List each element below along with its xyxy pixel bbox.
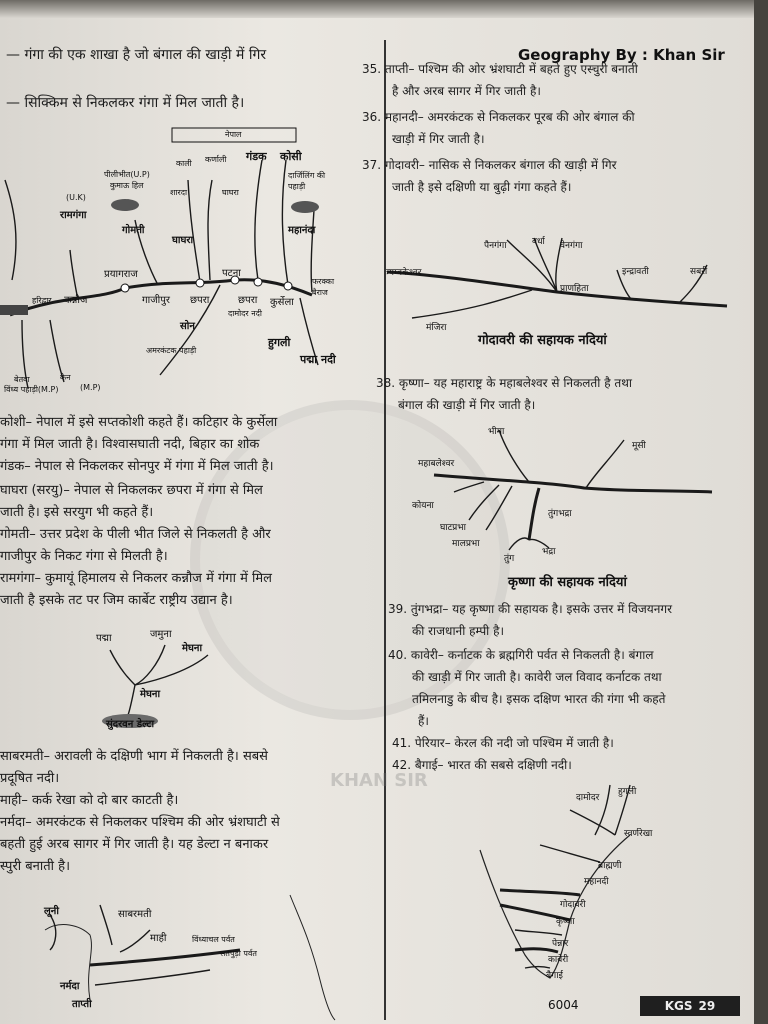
- india-label-0: दामोदर: [576, 793, 600, 803]
- map2-label-4: सुंदरवन डेल्टा: [106, 719, 155, 730]
- map3-label-4: सतपुड़ा पर्वत: [220, 949, 257, 958]
- kumaun-hill: [111, 199, 139, 211]
- right-line-39b: की राजधानी हम्पी है।: [412, 624, 504, 638]
- right-line-38a: 38. कृष्णा– यह महाराष्ट्र के महाबलेश्वर से निकलती है तथा: [376, 376, 632, 390]
- map2-label-0: पद्मा: [96, 633, 112, 644]
- godavari-label-5: इन्द्रावती: [622, 267, 649, 277]
- krishna-label-2: महाबलेश्वर: [418, 459, 455, 469]
- footer-page-number: 29: [698, 999, 716, 1013]
- left-line-4: गंगा में मिल जाती है। विश्वासघाती नदी, बिहार का शोक: [0, 437, 260, 452]
- left-line-2: — सिक्किम से निकलकर गंगा में मिल जाती है।: [6, 95, 245, 111]
- kursela-marker: [284, 282, 292, 290]
- koyna-river: [454, 482, 484, 492]
- right-line-35a: 35. ताप्ती– पश्चिम की ओर भ्रंशघाटी में बहते हुए एस्चुरी बनाती: [362, 62, 638, 76]
- left-line-9: गाजीपुर के निकट गंगा से मिलती है।: [0, 549, 168, 564]
- page-shadow-top: [0, 0, 768, 18]
- map1-label-16: पटना: [222, 268, 241, 279]
- left-line-8: गोमती– उत्तर प्रदेश के पीली भीत जिले से निकलती है और: [0, 527, 271, 542]
- map1-label-12: घाघरा: [172, 235, 194, 246]
- godavari-label-2: वेनगंगा: [560, 241, 583, 251]
- godavari-label-1: वर्धा: [532, 237, 545, 247]
- map1-label-25: सोन: [180, 321, 195, 332]
- india-label-7: पेन्नार: [552, 939, 569, 949]
- map3-label-5: नर्मदा: [60, 981, 80, 992]
- map1-label-32: (M.P): [80, 383, 101, 392]
- map1-label-3: काली: [176, 159, 192, 168]
- watermark-text: KHAN SIR: [330, 770, 428, 791]
- left-line-6: घाघरा (सरयु)– नेपाल से निकलकर छपरा में गंगा से मिल: [0, 483, 263, 498]
- right-line-36b: खाड़ी में गिर जाती है।: [392, 132, 485, 146]
- right-line-39a: 39. तुंगभद्रा– यह कृष्णा की सहायक है। इसके उत्तर में विजयनगर: [388, 602, 673, 616]
- map3-label-6: ताप्ती: [72, 999, 92, 1010]
- godavari-label-6: सबरी: [690, 267, 708, 277]
- luni-river: [50, 915, 56, 950]
- india-label-3: ब्राह्मणी: [598, 861, 622, 871]
- map2-label-3: मेघना: [140, 689, 161, 700]
- left-line-1: — गंगा की एक शाखा है जो बंगाल की खाड़ी में गिर: [6, 47, 267, 63]
- map1-label-14: महानंदा: [288, 225, 316, 236]
- map1-label-23: कुर्सेला: [270, 297, 294, 308]
- india-label-8: कावेरी: [548, 955, 569, 965]
- left-line-5: गंडक– नेपाल से निकलकर सोनपुर में गंगा में मिल जाती है।: [0, 459, 274, 474]
- map3-label-2: माही: [150, 933, 167, 944]
- malprabha-river: [486, 486, 512, 530]
- meghna-lower-river: [128, 685, 135, 715]
- left-line-16: बहती हुई अरब सागर में गिर जाती है। यह डेल्टा न बनाकर: [0, 837, 269, 852]
- right-line-35b: है और अरब सागर में गिर जाती है।: [392, 84, 541, 98]
- godavari-label-3: त्र्यम्बकेश्वर: [386, 268, 422, 278]
- pennar-river: [515, 930, 562, 935]
- meghna-upper-river: [135, 655, 208, 685]
- ghaghra-river: [188, 180, 200, 282]
- footer-signature: 6004: [548, 998, 579, 1012]
- map1-label-8: कुमाऊ हिल: [110, 181, 144, 190]
- map1-label-15: प्रयागराज: [104, 269, 138, 280]
- map1-label-27: हुगली: [268, 336, 291, 349]
- left-line-17: स्पुरी बनाती है।: [0, 859, 71, 874]
- krishna-label-8: भद्रा: [542, 547, 556, 557]
- delta-block: [0, 305, 28, 315]
- left-line-10: रामगंगा– कुमायूं हिमालय से निकलर कन्नौज में गंगा में मिल: [0, 571, 272, 586]
- map1-label-10: रामगंगा: [60, 210, 87, 221]
- map1-label-5: शारदा: [170, 188, 188, 197]
- map1-label-21: छपरा: [190, 295, 210, 306]
- musi-river: [586, 440, 624, 488]
- ghazipur-marker: [196, 279, 204, 287]
- map1-label-0: नेपाल: [225, 130, 242, 139]
- brahmani-river: [540, 845, 600, 862]
- map1-label-1: गंडक: [246, 150, 267, 163]
- darjeeling-hill: [291, 201, 319, 213]
- right-line-41: 41. पेरियार– केरल की नदी जो पश्चिम में जाती है।: [392, 736, 614, 750]
- krishna-caption: कृष्णा की सहायक नदियां: [508, 575, 627, 590]
- india-label-9: बैगाई: [546, 971, 563, 981]
- manjira-river: [412, 290, 532, 318]
- map1-label-28: पद्मा नदी: [300, 353, 336, 366]
- tapti-river: [95, 970, 210, 985]
- tungabhadra-river: [529, 488, 539, 540]
- left-line-7: जाती है। इसे सरयुग भी कहते हैं।: [0, 505, 154, 520]
- swarnarekha-river: [570, 810, 615, 835]
- krishna-label-0: भीमा: [488, 427, 505, 437]
- page-footer: [640, 996, 740, 1016]
- map1-label-18: हरिद्वार: [32, 296, 52, 305]
- krishna-label-7: तुंग: [504, 554, 515, 564]
- bhima-river: [499, 430, 529, 482]
- left-line-12: साबरमती– अरावली के दक्षिणी भाग में निकलती है। सबसे: [0, 749, 268, 764]
- krishna-label-3: कोयना: [412, 501, 434, 511]
- godavari-label-7: मंजिरा: [426, 323, 447, 333]
- map1-label-19: कन्नौज: [64, 295, 88, 306]
- narmada-river: [90, 950, 240, 965]
- map1-label-6: घाघरा: [222, 188, 239, 197]
- tunga-river: [509, 538, 529, 550]
- right-line-38b: बंगाल की खाड़ी में गिर जाती है।: [398, 398, 536, 412]
- godavari-river-2: [500, 890, 580, 895]
- left-line-11: जाती है इसके तट पर जिम कार्बेट राष्ट्रीय उद्यान है।: [0, 593, 233, 608]
- right-line-37b: जाती है इसे दक्षिणी या बुढ़ी गंगा कहते हैं।: [392, 180, 572, 194]
- gandak-river: [255, 160, 262, 280]
- india-label-5: गोदावरी: [560, 900, 586, 910]
- column-divider: [384, 40, 386, 1020]
- godavari-label-4: प्राणहिता: [560, 284, 589, 294]
- map3-label-0: लूनी: [44, 906, 59, 917]
- map1-label-4: कर्णाली: [205, 155, 227, 164]
- right-line-40c: तमिलनाडु के बीच है। इसक दक्षिण भारत की गंगा भी कहते: [412, 692, 666, 706]
- page-shadow-right: [754, 0, 768, 1024]
- left-line-14: माही– कर्क रेखा को दो बार काटती है।: [0, 793, 179, 808]
- map1-label-24: दामोदर नदी: [228, 309, 262, 318]
- india-label-6: कृष्णा: [556, 917, 575, 927]
- yamuna-river: [5, 180, 16, 280]
- map1-label-30: केन: [60, 373, 71, 382]
- map3-label-3: विंध्याचल पर्वत: [192, 935, 235, 944]
- right-line-36a: 36. महानदी– अमरकंटक से निकलकर पूरब की ओर बंगाल की: [362, 110, 635, 124]
- map1-label-22: छपरा: [238, 295, 258, 306]
- map2-label-2: मेघना: [182, 643, 203, 654]
- map1-label-11: गोमती: [122, 225, 145, 236]
- right-line-37a: 37. गोदावरी– नासिक से निकलकर बंगाल की खाड़ी में गिर: [362, 158, 617, 172]
- map1-label-17: फरक्का बैराज: [312, 277, 335, 297]
- godavari-label-0: पैनगंगा: [484, 241, 507, 251]
- map3-label-1: साबरमती: [118, 909, 152, 920]
- india-label-1: हुगली: [618, 787, 637, 797]
- map2-label-1: जमुना: [150, 629, 172, 640]
- padma-river: [110, 650, 135, 685]
- page-header: Geography By : Khan Sir: [518, 46, 725, 64]
- mahi-river: [120, 930, 150, 952]
- map1-label-7: पीलीभीत(U.P): [104, 170, 150, 179]
- right-line-40a: 40. कावेरी– कर्नाटक के ब्रह्मगिरी पर्वत से निकलती है। बंगाल: [388, 648, 654, 662]
- krishna-label-6: तुंगभद्रा: [548, 509, 572, 519]
- krishna-label-4: घाटप्रभा: [440, 523, 466, 533]
- prayagraj-marker: [121, 284, 129, 292]
- right-line-40d: हैं।: [418, 714, 429, 728]
- map1-label-2: कोसी: [280, 150, 302, 163]
- godavari-caption: गोदावरी की सहायक नदियां: [478, 333, 607, 348]
- right-line-40b: की खाड़ी में गिर जाती है। कावेरी जल विवाद कर्नाटक तथा: [412, 670, 662, 684]
- krishna-label-1: मूसी: [632, 441, 646, 451]
- left-line-15: नर्मदा– अमरकंटक से निकलकर पश्चिम की ओर भ्रंशघाटी से: [0, 815, 280, 830]
- chhapra-marker: [254, 278, 262, 286]
- map1-label-31: विंध्य पहाड़ी(M.P): [4, 385, 59, 394]
- footer-code: KGS: [664, 999, 693, 1013]
- map1-label-26: अमरकंटक पहाड़ी: [146, 346, 197, 355]
- left-line-13: प्रदूषित नदी।: [0, 771, 60, 786]
- penganga-river: [507, 240, 557, 292]
- map1-label-13: दार्जिलिंग की पहाड़ी: [288, 171, 326, 191]
- india-label-2: स्वर्णरेखा: [624, 829, 653, 839]
- krishna-label-5: मालप्रभा: [452, 539, 480, 549]
- krishna-main-river: [434, 475, 712, 492]
- sabarmati-river: [100, 905, 112, 945]
- karnali-river: [208, 180, 212, 280]
- map1-label-29: बेतवा: [14, 375, 30, 384]
- map1-label-20: गाजीपुर: [142, 295, 170, 306]
- map1-label-9: (U.K): [66, 193, 86, 202]
- right-line-42: 42. बैगाई– भारत की सबसे दक्षिणी नदी।: [392, 758, 572, 772]
- left-line-3: कोशी– नेपाल में इसे सप्तकोशी कहते हैं। कटिहार के कुर्सेला: [0, 415, 278, 430]
- india-label-4: महानदी: [584, 877, 609, 887]
- ghatprabha-river: [469, 485, 499, 520]
